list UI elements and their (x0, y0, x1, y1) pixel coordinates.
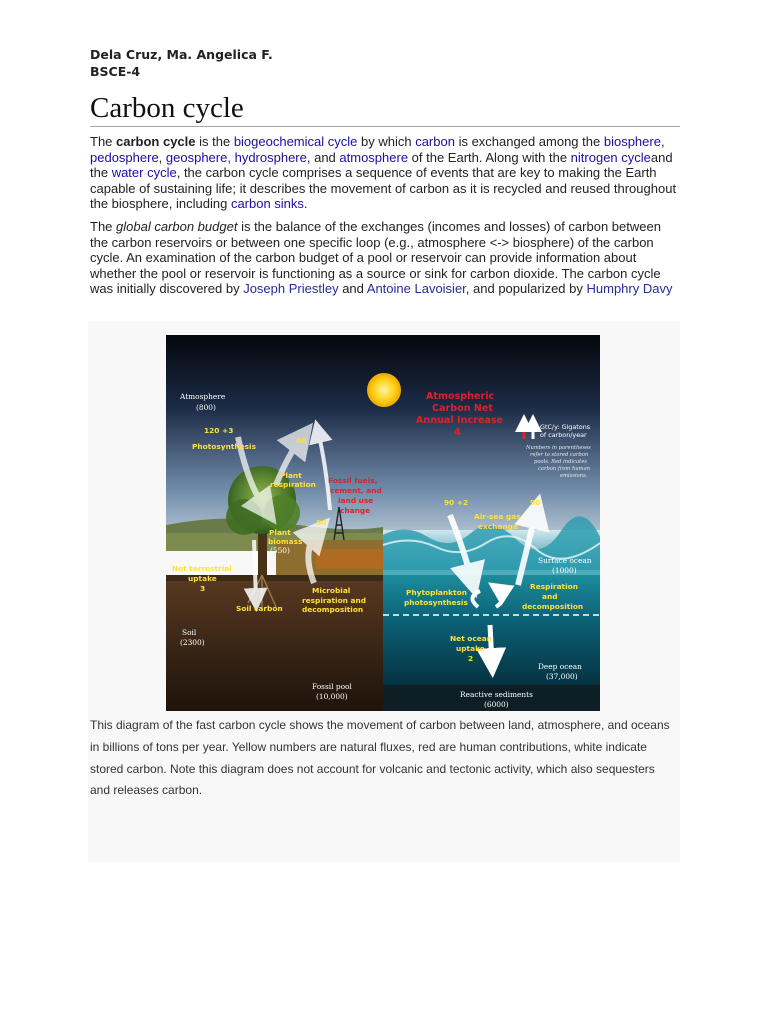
link-geosphere[interactable]: geosphere (165, 149, 228, 165)
atmosphere-label: Atmosphere (180, 392, 226, 401)
author-name: Dela Cruz, Ma. Angelica F. (90, 47, 273, 62)
bold-term: carbon cycle (116, 134, 196, 149)
microbial-flux: 60 (316, 518, 327, 527)
legend-note-1: Numbers in parentheses (526, 445, 591, 451)
text: and the (90, 149, 673, 181)
net-terrestrial-label-2: uptake (188, 574, 217, 583)
net-terrestrial-label-1: Net terrestrial (172, 564, 232, 573)
link-water-cycle[interactable]: water cycle (111, 165, 177, 181)
photosynthesis-flux: 120 +3 (204, 426, 234, 435)
legend-gtc-2: of carbon/year (540, 431, 587, 439)
air-sea-flux: 90 +2 (444, 498, 469, 507)
surface-ocean-value: (1000) (552, 566, 577, 575)
fossil-pool-value: (10,000) (316, 692, 348, 701)
surface-ocean-label: Surface ocean (538, 556, 592, 565)
plant-respiration-label-1: Plant (280, 471, 302, 480)
net-ocean-value: 2 (468, 654, 474, 663)
air-sea-label-2: exchange (478, 522, 518, 531)
net-terrestrial-value: 3 (200, 584, 206, 593)
text: , and popularized by (465, 281, 587, 297)
net-increase-label-1: Atmospheric (426, 391, 495, 402)
fossil-fuels-label-4: change (340, 506, 371, 515)
fossil-pool-label: Fossil pool (312, 682, 352, 691)
italic-term: global carbon budget (116, 219, 238, 234)
text: , (158, 149, 166, 165)
atmosphere-value: (800) (196, 403, 216, 412)
air-sea-label-1: Air-sea gas (474, 512, 521, 521)
plant-respiration-label-2: respiration (270, 480, 316, 489)
fossil-fuels-label-3: land use (338, 496, 374, 505)
soil-label: Soil (182, 628, 197, 637)
plant-biomass-value: (550) (270, 546, 290, 555)
soil-carbon-label: Soil carbon (236, 604, 283, 613)
link-antoine-lavoisier[interactable]: Antoine Lavoisier (366, 281, 466, 297)
author-block (90, 46, 273, 80)
text: . (303, 196, 308, 212)
microbial-label-3: decomposition (302, 605, 364, 614)
text: is exchanged among the (454, 134, 604, 149)
air-sea-flux-up: 90 (530, 498, 541, 507)
link-biogeochemical-cycle[interactable]: biogeochemical cycle (233, 134, 358, 149)
legend-gtc-1: GtC/y: Gigatons (540, 423, 591, 431)
net-ocean-label-2: uptake (456, 644, 485, 653)
net-ocean-label-1: Net ocean (450, 634, 493, 643)
deep-ocean-label: Deep ocean (538, 662, 582, 671)
net-increase-value: 4 (454, 427, 461, 438)
fossil-fuels-label-1: Fossil fuels, (328, 476, 378, 485)
text: and (338, 281, 367, 297)
budget-paragraph (90, 219, 682, 297)
legend-note-4: carbon from human (538, 466, 591, 472)
link-nitrogen-cycle[interactable]: nitrogen cycle (570, 149, 651, 165)
text: The (90, 134, 117, 149)
resp-decomp-label-1: Respiration (530, 582, 578, 591)
legend-note-5: emissions. (560, 473, 588, 479)
figure-box (88, 321, 680, 862)
plant-biomass-label-2: biomass (268, 537, 303, 546)
figure-caption: This diagram of the fast carbon cycle shows the movement of carbon between land, atmosphere, and oceans in billions of tons per year. Yellow numbers are natural fluxes, red are human contributions, white indicate stored carbon. Note this diagram does not account for volcanic and tectonic activity, which also sequesters and releases carbon. (90, 718, 670, 798)
text: The (90, 219, 117, 234)
text: , (660, 134, 665, 149)
resp-decomp-label-2: and (542, 592, 558, 601)
fossil-fuels-label-2: cement, and (330, 486, 382, 495)
link-carbon[interactable]: carbon (415, 134, 455, 149)
phytoplankton-label-2: photosynthesis (404, 598, 468, 607)
link-pedosphere[interactable]: pedosphere (90, 149, 159, 165)
plant-respiration-flux: 60 (296, 436, 307, 445)
link-hydrosphere[interactable]: hydrosphere (234, 149, 307, 165)
link-atmosphere[interactable]: atmosphere (339, 149, 409, 165)
author-course: BSCE-4 (90, 64, 141, 79)
link-humphry-davy[interactable]: Humphry Davy (586, 281, 673, 297)
legend-note-2: refer to stored carbon (530, 452, 589, 458)
photosynthesis-label: Photosynthesis (192, 442, 256, 451)
resp-decomp-label-3: decomposition (522, 602, 584, 611)
net-increase-label-3: Annual Increase (416, 415, 504, 426)
text: by which (357, 134, 416, 149)
phytoplankton-label-1: Phytoplankton (406, 588, 467, 597)
sun-icon (367, 373, 401, 407)
link-joseph-priestley[interactable]: Joseph Priestley (243, 281, 339, 297)
text: , and (306, 149, 340, 165)
soil-value: (2300) (180, 638, 205, 647)
plant-biomass-label-1: Plant (269, 528, 291, 537)
link-carbon-sinks[interactable]: carbon sinks (230, 196, 304, 212)
text: is the (195, 134, 234, 149)
microbial-label-1: Microbial (312, 586, 351, 595)
deep-ocean-value: (37,000) (546, 672, 578, 681)
intro-paragraph (90, 134, 682, 212)
microbial-label-2: respiration and (302, 596, 367, 605)
text: is the balance of the exchanges (incomes and losses) of carbon between the carbon reservoirs or between one specific loop (e.g., atmosphere <-> biosphere) of the carbon cycle. An examination of the carbon budget of a pool or reservoir can provide information about whether the pool or reservoir is functioning as a source or sink for carbon dioxide. The carbon cycle was initially discovered by (90, 219, 661, 297)
reactive-sediments-value: (6000) (484, 700, 509, 709)
text: , the carbon cycle comprises a sequence of events that are key to making the Earth capable of sustaining life; it describes the movement of carbon as it is recycled and reused throughout the biosphere, including (90, 165, 677, 212)
reactive-sediments-label: Reactive sediments (460, 690, 533, 699)
text: , (227, 149, 235, 165)
carbon-cycle-diagram (166, 335, 600, 711)
net-increase-label-2: Carbon Net (432, 403, 493, 414)
link-biosphere[interactable]: biosphere (603, 134, 661, 149)
text: of the Earth. Along with the (408, 149, 571, 165)
article-title: Carbon cycle (90, 90, 680, 127)
legend-note-3: pools. Red indicates (534, 459, 587, 465)
